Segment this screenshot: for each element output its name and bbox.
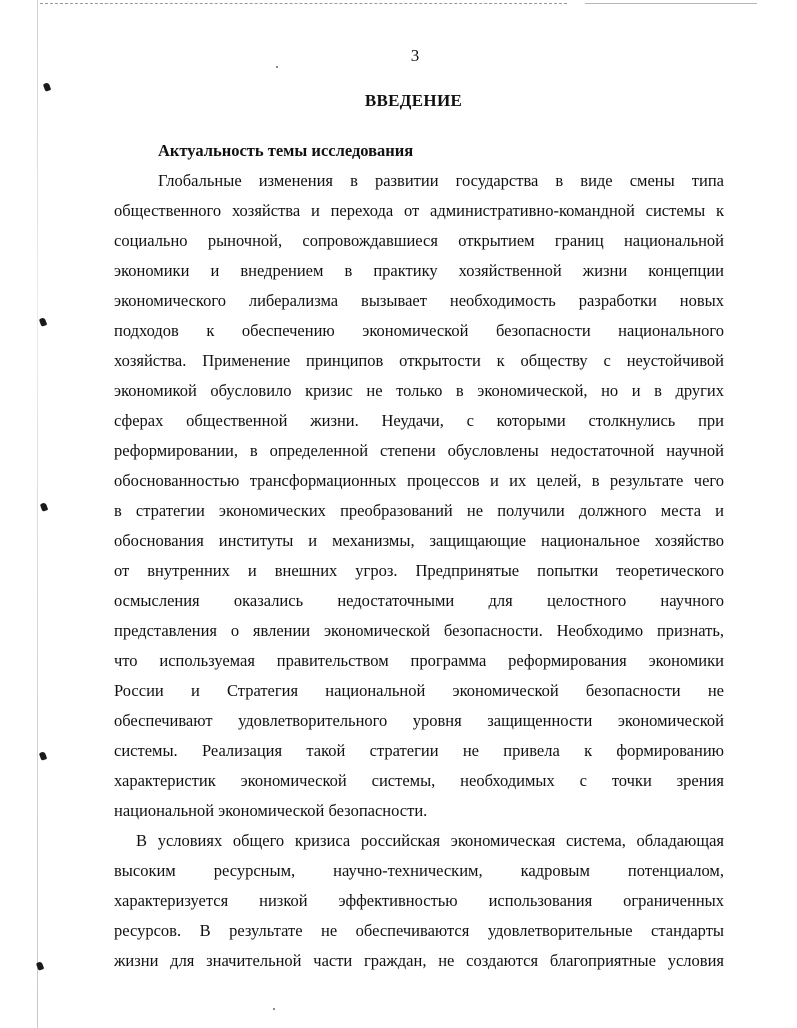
text-line: социально рыночной, сопровождавшиеся открытием границ национальной [114,231,724,250]
text-line: экономики и внедрением в практику хозяйственной жизни концепции [114,261,724,280]
text-line: обеспечивают удовлетворительного уровня защищенности экономической [114,711,724,730]
text-line: характеризуется низкой эффективностью использования ограниченных [114,891,724,910]
text-line: в стратегии экономических преобразований не получили должного места и [114,501,724,520]
text-line: обоснования институты и механизмы, защищающие национальное хозяйство [114,531,724,550]
text-line: что используемая правительством программа реформирования экономики [114,651,724,670]
scan-top-edge [40,3,567,4]
text-line: общественного хозяйства и перехода от административно-командной системы к [114,201,724,220]
text-line: характеристик экономической системы, необходимых с точки зрения [114,771,724,790]
text-line: от внутренних и внешних угроз. Предпринятые попытки теоретического [114,561,724,580]
text-line: В условиях общего кризиса российская экономическая система, обладающая [136,831,724,850]
paragraph-1 [114,166,724,826]
paragraph-2 [114,826,724,976]
text-line: обоснованностью трансформационных процессов и их целей, в результате чего [114,471,724,490]
scan-top-edge-right [585,3,757,4]
scan-artifact-mark [39,751,47,761]
text-line: ресурсов. В результате не обеспечиваются удовлетворительные стандарты [114,921,724,940]
text-line: экономикой обусловило кризис не только в экономической, но и в других [114,381,724,400]
text-line: жизни для значительной части граждан, не создаются благоприятные условия [114,951,724,970]
text-line: представления о явлении экономической безопасности. Необходимо признать, [114,621,724,640]
text-line: осмысления оказались недостаточными для целостного научного [114,591,724,610]
text-line: хозяйства. Применение принципов открытости к обществу с неустойчивой [114,351,724,370]
scan-left-edge [37,0,38,1028]
text-line: реформировании, в определенной степени обусловлены недостаточной научной [114,441,724,460]
text-line: России и Стратегия национальной экономической безопасности не [114,681,724,700]
text-line: подходов к обеспечению экономической безопасности национального [114,321,724,340]
text-line: Глобальные изменения в развитии государства в виде смены типа [158,171,724,190]
page-title: ВВЕДЕНИЕ [364,91,463,110]
scan-artifact-mark [40,502,48,512]
text-line: экономического либерализма вызывает необходимость разработки новых [114,291,724,310]
section-subheading: Актуальность темы исследования [158,141,414,160]
scan-artifact-mark [39,317,47,327]
scan-artifact-dot [276,66,278,68]
text-line: национальной экономической безопасности. [114,801,428,820]
text-line: высоким ресурсным, научно-техническим, кадровым потенциалом, [114,861,724,880]
page-number: 3 [410,46,420,65]
scan-artifact-mark [36,961,44,971]
text-line: сферах общественной жизни. Неудачи, с которыми столкнулись при [114,411,724,430]
scan-artifact-dot [273,1008,275,1010]
text-line: системы. Реализация такой стратегии не привела к формированию [114,741,724,760]
